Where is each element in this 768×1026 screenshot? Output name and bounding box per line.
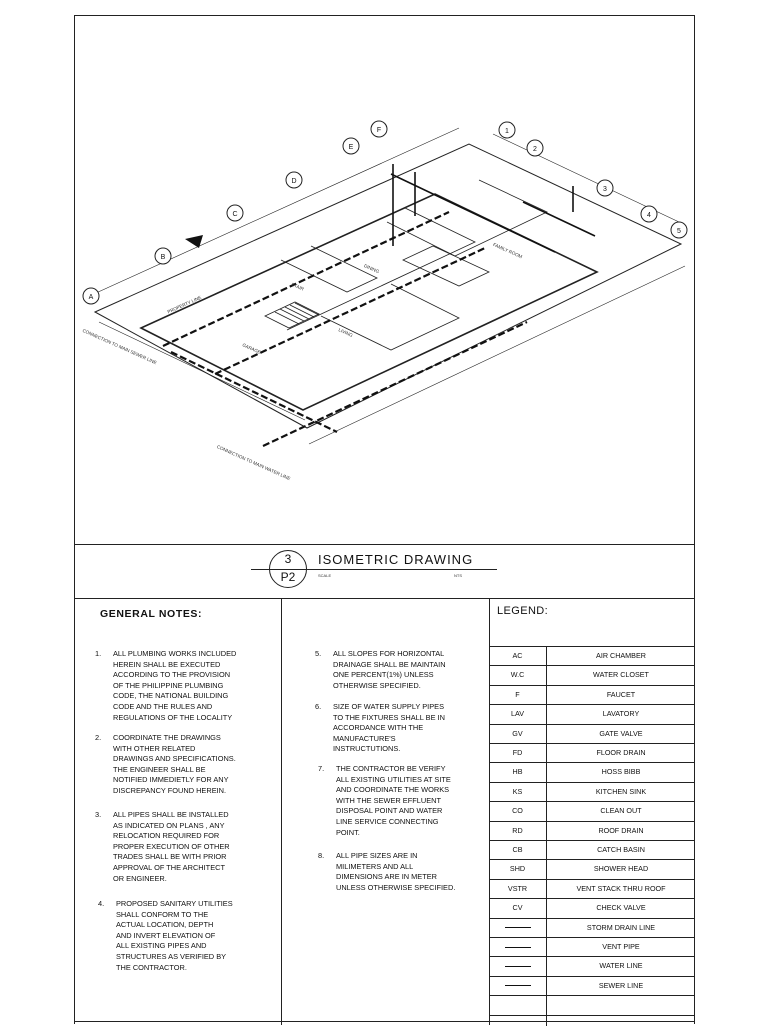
legend-description: ROOF DRAIN [598,825,644,835]
room-label-living: LIVING [337,327,354,338]
legend-row [489,724,695,743]
title-underline [251,569,497,570]
legend-code: CB [489,841,547,859]
note-number: 7. [318,764,325,773]
legend-row [489,801,695,820]
legend-row [489,743,695,762]
note-number: 8. [318,851,325,860]
scale-label: SCALE [318,573,332,578]
vent-pipe-line-icon [505,947,531,948]
legend-row [489,665,695,684]
legend-row [489,879,695,898]
legend-code: LAV [489,705,547,723]
legend-description: VENT STACK THRU ROOF [576,883,666,893]
note-number: 3. [95,810,102,819]
legend-description: SHOWER HEAD [593,864,649,874]
legend-code: W.C [489,666,547,684]
legend-description: AIR CHAMBER [596,651,646,660]
legend-description: HOSS BIBB [601,767,641,777]
drawing-title: ISOMETRIC DRAWING [318,552,474,567]
legend-row [489,956,695,975]
legend-row [489,821,695,840]
general-notes-heading: GENERAL NOTES: [100,608,203,620]
grid-label-1: 1 [505,128,509,135]
legend-code: F [489,686,547,704]
general-note-2 [95,733,236,797]
drawing-number: 3 [284,552,292,566]
note-number: 2. [95,733,102,742]
legend-description: CHECK VALVE [596,903,646,913]
grid-label-a: A [88,294,94,301]
scale-value: NTS [454,573,462,578]
grid-label-4: 4 [647,212,651,219]
note-text: ALL PIPES SHALL BE INSTALLED AS INDICATED ON PLANS , ANY RELOCATION REQUIRED FOR PROPER EXECUTION OF OTHER TRADES SHALL BE WITH PRIOR APPROVAL OF THE ARCHITECT OR ENGINEER. [113,810,230,883]
property-line-label: PROPERTY LINE [166,294,203,315]
note-text: ALL PLUMBING WORKS INCLUDED HEREIN SHALL BE EXECUTED ACCORDING TO THE PROVISION OF THE PHILIPPINE PLUMBING CODE, THE NATIONAL BUILDING CODE AND THE RULES AND REGULATIONS OF THE LOCALITY [113,649,237,722]
grid-label-c: C [232,211,238,218]
grid-label-b: B [160,254,166,261]
sewer-connection-note: CONNECTION TO MAIN SEWER LINE [81,327,158,366]
legend-row [489,976,695,995]
legend-code: VSTR [489,880,547,898]
legend-description: VENT PIPE [602,942,640,951]
general-note-6 [315,702,445,755]
legend-code: SHD [489,860,547,878]
legend-description: WATER CLOSET [593,670,649,680]
note-text: ALL PIPE SIZES ARE IN MILIMETERS AND ALL DIMENSIONS ARE IN METER UNLESS OTHERWISE SPECIFIED. [336,851,456,892]
legend-code: FD [489,744,547,762]
legend-row [489,782,695,801]
legend-code: KS [489,783,547,801]
legend-description: WATER LINE [599,961,643,971]
general-note-1 [95,649,236,723]
note-text: PROPOSED SANITARY UTILITIES SHALL CONFORM TO THE ACTUAL LOCATION, DEPTH AND INVERT ELEVATION OF ALL EXISTING PIPES AND STRUCTURES AS VERIFIED BY THE CONTRACTOR. [116,899,233,972]
legend-code: GV [489,725,547,743]
sewer-line-icon [505,985,531,986]
legend-code: AC [489,647,547,665]
grid-label-2: 2 [533,146,537,153]
legend-table [489,598,695,1025]
water-connection-note: CONNECTION TO MAIN WATER LINE [216,444,292,482]
general-note-8 [318,851,455,893]
note-number: 4. [98,899,105,908]
legend-description: CATCH BASIN [597,845,645,854]
legend-description: STORM DRAIN LINE [586,922,656,932]
legend-row [489,704,695,723]
legend-row [489,918,695,937]
legend-description: GATE VALVE [599,728,643,738]
note-number: 6. [315,702,322,711]
drawing-title-block [75,544,694,599]
room-label-stair: STAIR [290,281,305,292]
note-text: COORDINATE THE DRAWINGS WITH OTHER RELATED DRAWINGS AND SPECIFICATIONS. THE ENGINEER SHALL BE NOTIFIED IMMEDIETLY FOR ANY DISCREPANCY FOUND HEREIN. [113,733,236,795]
notes-column-divider [281,598,282,1025]
note-text: SIZE OF WATER SUPPLY PIPES TO THE FIXTURES SHALL BE IN ACCORDANCE WITH THE MANUFACTURE'S INSTRUCTUTIONS. [333,702,445,754]
notes-and-legend-section [75,598,694,1025]
isometric-drawing-area [75,16,694,545]
north-arrow-icon [185,235,203,248]
legend-line-symbol [489,938,547,956]
room-label-garage: GARAGE [241,342,262,355]
grid-label-3: 3 [603,186,607,193]
general-note-4 [98,899,233,973]
legend-line-symbol [489,919,547,937]
drawing-sheet [74,15,695,1024]
note-number: 5. [315,649,322,658]
legend-description: SEWER LINE [598,980,644,990]
legend-line-symbol [489,977,547,995]
legend-code: HB [489,763,547,781]
legend-heading: LEGEND: [497,605,549,617]
legend-code: CO [489,802,547,820]
legend-row [489,646,695,665]
grid-label-5: 5 [677,228,681,235]
legend-row [489,840,695,859]
note-number: 1. [95,649,102,658]
legend-line-symbol [489,957,547,975]
legend-description: FAUCET [606,689,636,699]
legend-code [489,996,547,1014]
grid-label-f: F [376,127,382,134]
grid-label-d: D [291,178,297,185]
legend-row [489,685,695,704]
note-text: THE CONTRACTOR BE VERIFY ALL EXISTING UTILITIES AT SITE AND COORDINATE THE WORKS WITH THE SEWER EFFLUENT DISPOSAL POINT AND WATER LINE SERVICE CONNECTING POINT. [336,764,451,837]
legend-row [489,995,695,1014]
legend-description: CLEAN OUT [600,806,642,816]
room-label-dining: DINING [363,263,380,275]
water-line-icon [505,966,531,967]
legend-code: RD [489,822,547,840]
legend-description: KITCHEN SINK [595,786,647,796]
legend-row [489,762,695,781]
general-note-3 [95,810,230,884]
grid-label-e: E [348,144,354,151]
sheet-reference: P2 [280,570,296,584]
legend-row [489,937,695,956]
general-note-5 [315,649,446,691]
legend-row [489,898,695,917]
storm-drain-line-icon [505,927,531,928]
isometric-plumbing-drawing [75,16,694,544]
legend-code: CV [489,899,547,917]
legend-row [489,859,695,878]
legend-description: FLOOR DRAIN [596,748,646,757]
legend-description [547,996,695,1014]
legend-description: LAVATORY [602,709,640,719]
sheet-bottom-border [74,1021,695,1022]
note-text: ALL SLOPES FOR HORIZONTAL DRAINAGE SHALL BE MAINTAIN ONE PERCENT(1%) UNLESS OTHERWISE SPECIFIED. [333,649,446,690]
room-label-family-room: FAMILY ROOM [492,241,524,260]
general-note-7 [318,764,451,838]
